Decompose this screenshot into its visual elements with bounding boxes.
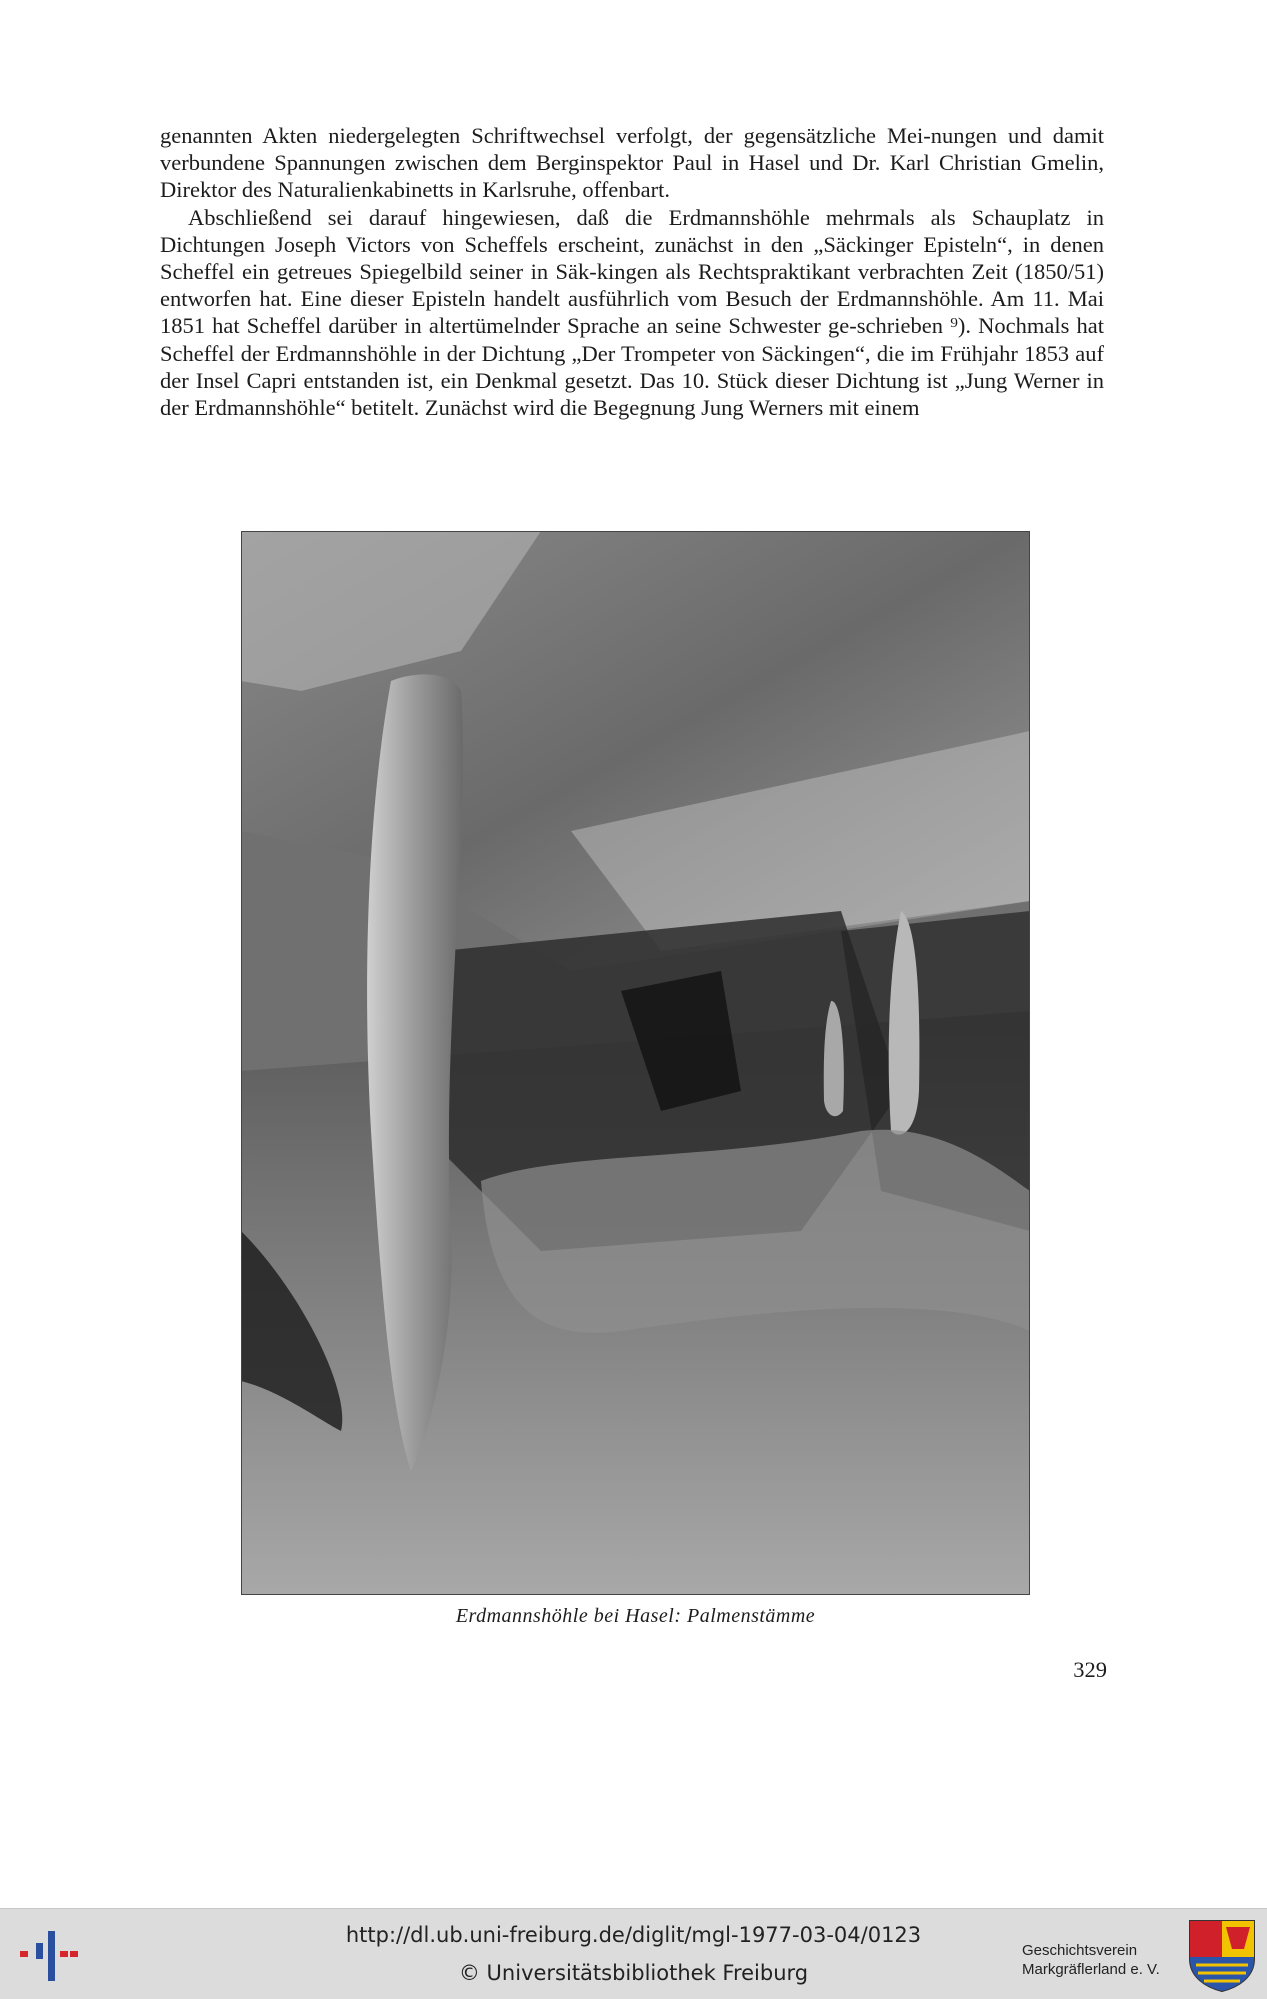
society-name-line-1: Geschichtsverein (1022, 1942, 1138, 1959)
paragraph-2: Abschließend sei darauf hingewiesen, daß die Erdmannshöhle mehrmals als Schauplatz in Dichtungen Joseph Victors von Scheffels erscheint, zunächst in den „Säckinger Episteln“, in denen Scheffel ein getreues Spiegelbild seiner in Säk-kingen als Rechtspraktikant verbrachten Zeit (1850/51) entworfen hat. Eine dieser Episteln handelt ausführlich vom Besuch der Erdmannshöhle. Am 11. Mai 1851 hat Scheffel darüber in altertümelnder Sprache an seine Schwester ge-schrieben ⁹). Nochmals hat Scheffel der Erdmannshöhle in der Dichtung „Der Trompeter von Säckingen“, die im Frühjahr 1853 auf der Insel Capri entstanden ist, ein Denkmal gesetzt. Das 10. Stück dieser Dichtung ist „Jung Werner in der Erdmannshöhle“ betitelt. Zunächst wird die Begegnung Jung Werners mit einem (160, 204, 1104, 421)
cave-photograph-illustration (241, 531, 1030, 1595)
source-url-link[interactable]: http://dl.ub.uni-freiburg.de/diglit/mgl-1977-03-04/0123 (345, 1923, 922, 1947)
paragraph-1: genannten Akten niedergelegten Schriftwechsel verfolgt, der gegensätzliche Mei-nungen und damit verbundene Spannungen zwischen dem Berginspektor Paul in Hasel und Dr. Karl Christian Gmelin, Direktor des Naturalienkabinetts in Karlsruhe, offenbart. (160, 123, 1104, 203)
article-text (160, 122, 1104, 421)
page-number: 329 (1073, 1657, 1107, 1682)
copyright-notice: © Universitätsbibliothek Freiburg (458, 1961, 809, 1985)
society-name-line-2: Markgräflerland e. V. (1022, 1961, 1160, 1978)
coat-of-arms-icon (1188, 1919, 1256, 1993)
footer-bar (0, 1908, 1267, 1999)
society-name (1022, 1941, 1162, 1979)
cave-photograph (241, 531, 1030, 1595)
figure-caption: Erdmannshöhle bei Hasel: Palmenstämme (455, 1605, 816, 1627)
